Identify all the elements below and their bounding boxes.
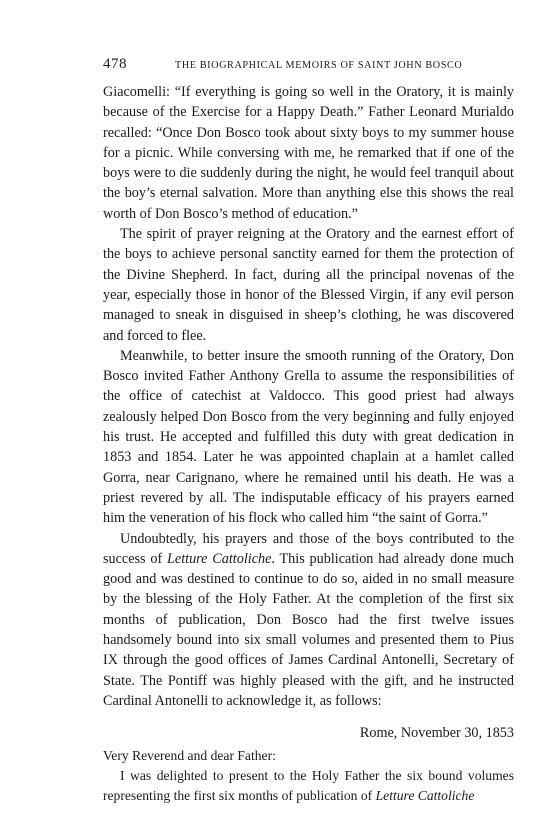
paragraph: Giacomelli: “If everything is going so well in the Oratory, it is mainly because of the Exercise for a Happy Death.” Father Leonard Murialdo recalled: “Once Don Bosco took about sixty boys to my summer house for a picnic. While conversing with me, he remarked that if one of the boys were to die suddenly during the night, he would feel tranquil about the boy’s eternal salvation. More than anything else this shows the real worth of Don Bosco’s method of education.” [103,84,514,222]
publication-title: Letture Cattoliche [375,788,475,804]
page-number: 478 [103,56,127,72]
letter-text: I was delighted to present to the Holy Father the six bound volumes representing the first six months of publication of [103,767,514,804]
letter-date: Rome, November 30, 1853 [359,725,514,742]
running-head: THE BIOGRAPHICAL MEMOIRS OF SAINT JOHN BOSCO [175,60,463,71]
page-header [103,56,514,78]
paragraph-text: Undoubtedly, his prayers and those of the boys contributed to the success of [103,530,514,567]
paragraph-text: . This publication had already done much good and was destined to continue to do so, aided in no small measure by the blessing of the Holy Father. At the completion of the first six months of publication, Don Bosco had the first twelve issues handsomely bound into six small volumes and presented them to Pius IX through the good offices of James Cardinal Antonelli, Secretary of State. The Pontiff was highly pleased with the gift, and he instructed Cardinal Antonelli to acknowledge it, as follows: [103,550,515,709]
paragraph: The spirit of prayer reigning at the Oratory and the earnest effort of the boys to achieve personal sanctity earned for them the protection of the Divine Shepherd. In fact, during all the principal novenas of the year, especially those in honor of the Blessed Virgin, if any evil person managed to sneak in disguised in sheep’s clothing, he was discovered and forced to flee. [103,226,514,344]
publication-title: Letture Cattoliche [167,550,272,567]
paragraph: Meanwhile, to better insure the smooth running of the Oratory, Don Bosco invited Father Anthony Grella to assume the responsibilities of the office of catechist at Valdocco. This good priest had always zealously helped Don Bosco from the very beginning and fully enjoyed his trust. He accepted and fulfilled this duty with great dedication in 1853 and 1854. Later he was appointed chaplain at a hamlet called Gorra, near Carignano, where he remained until his death. He was a priest revered by all. The indisputable efficacy of his prayers earned him the veneration of his flock who called him “the saint of Gorra.” [103,347,514,527]
letter-salutation: Very Reverend and dear Father: [103,747,276,763]
paragraph [103,529,514,712]
page-content [103,56,514,806]
body-text [103,82,514,806]
letter-body [103,766,514,807]
